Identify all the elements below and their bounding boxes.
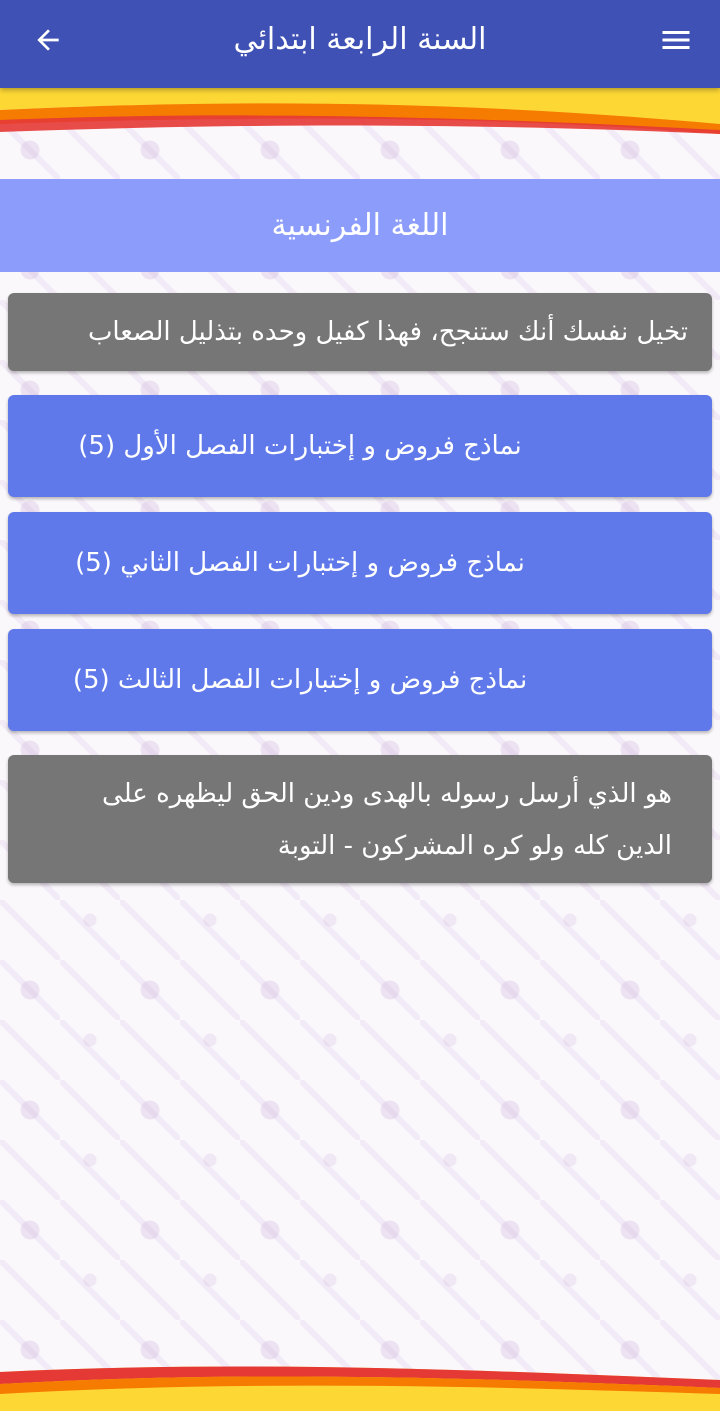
bottom-decorative-wave: [0, 1362, 720, 1411]
top-decorative-wave: [0, 86, 720, 134]
app-bar: [0, 0, 720, 88]
semester-2-exams-button[interactable]: [8, 512, 712, 614]
subject-header: اللغة الفرنسية: [0, 179, 720, 272]
semester-2-exams-label: نماذج فروض و إختبارات الفصل الثاني (5): [75, 548, 525, 578]
hamburger-menu-icon: [658, 22, 694, 58]
semester-1-exams-button[interactable]: [8, 395, 712, 497]
motivational-quote-card: تخيل نفسك أنك ستنجح، فهذا كفيل وحده بتذليل الصعاب: [8, 293, 712, 371]
menu-button[interactable]: [650, 14, 702, 66]
verse-quote-card: هو الذي أرسل رسوله بالهدى ودين الحق ليظهره على الدين كله ولو كره المشركون - التوبة: [8, 755, 712, 883]
semester-1-exams-label: نماذج فروض و إختبارات الفصل الأول (5): [78, 431, 522, 461]
page-title: السنة الرابعة ابتدائي: [233, 22, 487, 57]
semester-3-exams-label: نماذج فروض و إختبارات الفصل الثالث (5): [72, 665, 528, 695]
semester-3-exams-button[interactable]: [8, 629, 712, 731]
